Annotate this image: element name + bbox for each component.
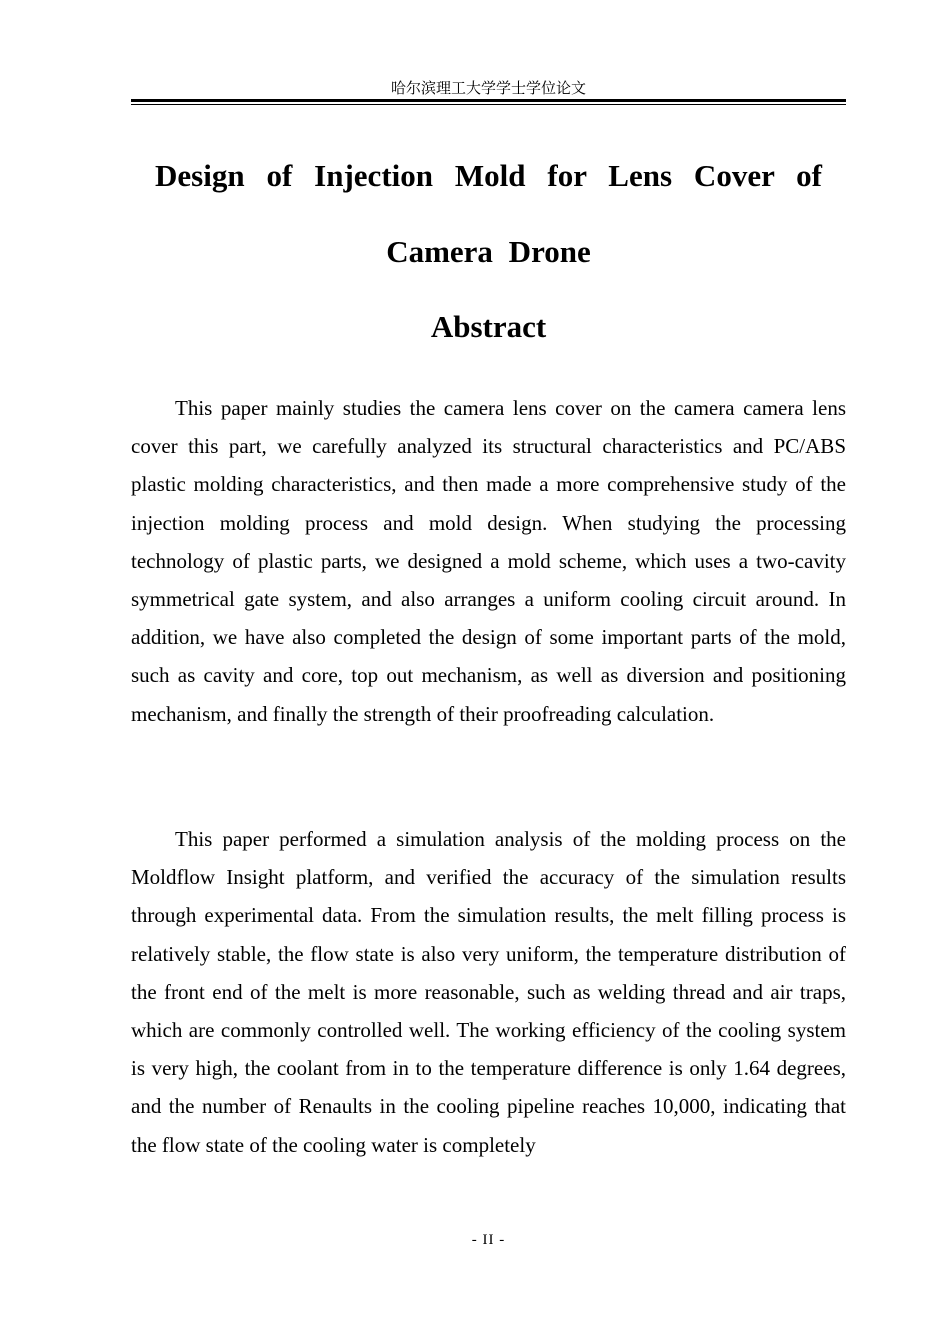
paper-title	[131, 138, 846, 290]
paper-title-line-1: Design of Injection Mold for Lens Cover of	[155, 158, 822, 193]
running-header: 哈尔滨理工大学学士学位论文	[390, 79, 586, 97]
header-rule-thick	[131, 99, 846, 102]
abstract-paragraph-1: This paper mainly studies the camera lens cover on the camera camera lens cover this part, we carefully analyzed its structural characteristics and PC/ABS plastic molding characteristics, and then made a more comprehensive study of the injection molding process and mold design. When studying the processing technology of plastic parts, we designed a mold scheme, which uses a two-cavity symmetrical gate system, and also arranges a uniform cooling circuit around. In addition, we have also completed the design of some important parts of the mold, such as cavity and core, top out mechanism, as well as diversion and positioning mechanism, and finally the strength of their proofreading calculation.	[131, 396, 846, 726]
header-rule-thin	[131, 104, 846, 105]
page-number: - II -	[471, 1232, 506, 1248]
abstract-paragraph-2: This paper performed a simulation analysis of the molding process on the Moldflow Insight platform, and verified the accuracy of the simulation results through experimental data. From the simulation results, the melt filling process is relatively stable, the flow state is also very uniform, the temperature distribution of the front end of the melt is more reasonable, such as welding thread and air traps, which are commonly controlled well. The working efficiency of the cooling system is very high, the coolant from in to the temperature difference is only 1.64 degrees, and the number of Renaults in the cooling pipeline reaches 10,000, indicating that the flow state of the cooling water is completely	[131, 827, 846, 1157]
abstract-heading: Abstract	[430, 309, 547, 344]
paper-title-line-2: Camera Drone	[386, 234, 591, 269]
